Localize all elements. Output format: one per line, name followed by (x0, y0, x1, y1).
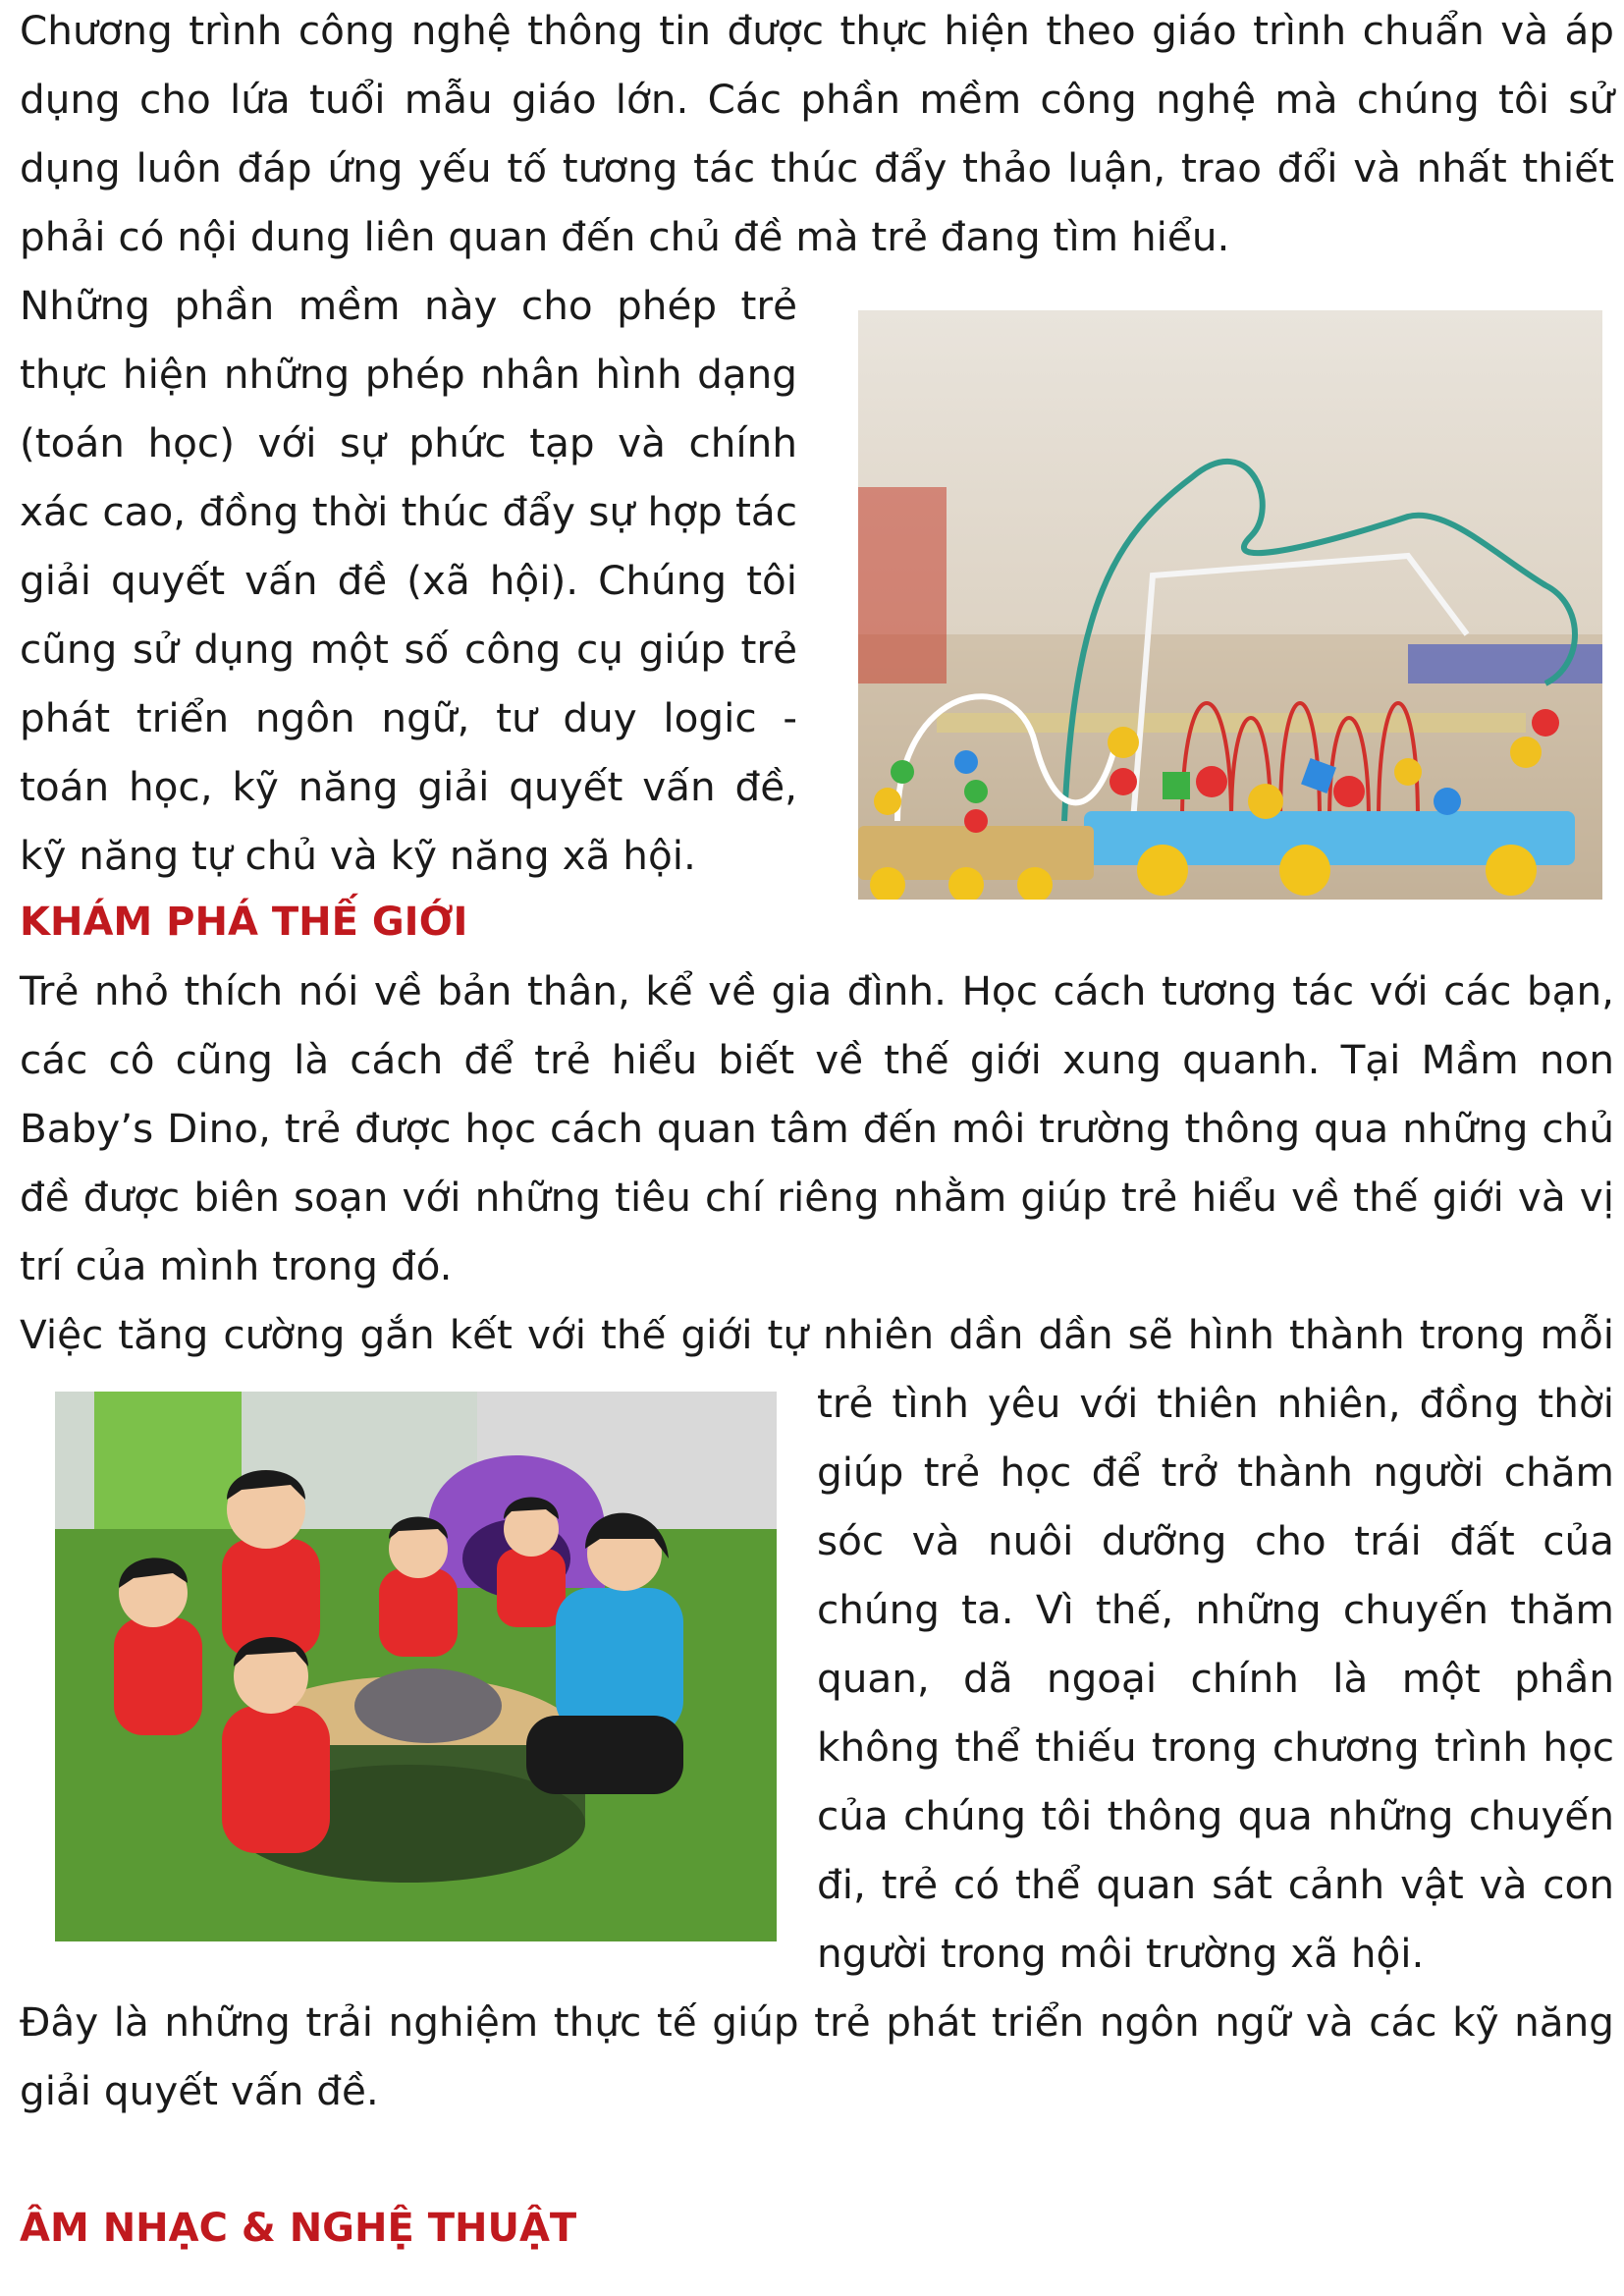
world-paragraph-1: Trẻ nhỏ thích nói về bản thân, kể về gia đình. Học cách tương tác với các bạn, các cô cũng là cách để trẻ hiểu biết về thế giới xung quanh. Tại Mầm non Baby’s Dino, trẻ được học cách quan tâm đến môi trường thông qua những chủ đề được biên soạn với những tiêu chí riêng nhằm giúp trẻ hiểu về thế giới và vị trí của mình trong đó. (20, 967, 1614, 1289)
bead-maze-toy-image (858, 310, 1602, 900)
heading-am-nhac-nghe-thuat: ÂM NHẠC & NGHỆ THUẬT (20, 2206, 577, 2251)
world-paragraph-2-first-line: Việc tăng cường gắn kết với thế giới tự nhiên dần dần sẽ hình thành trong mỗi (20, 1311, 1614, 1358)
software-paragraph: Những phần mềm này cho phép trẻ thực hiện những phép nhân hình dạng (toán học) với sự phức tạp và chính xác cao, đồng thời thúc đẩy sự hợp tác giải quyết vấn đề (xã hội). Chúng tôi cũng sử dụng một số công cụ giúp trẻ phát triển ngôn ngữ, tư duy logic - toán học, kỹ năng giải quyết vấn đề, kỹ năng tự chủ và kỹ năng xã hội. (20, 282, 797, 879)
heading-kham-pha-the-gioi: KHÁM PHÁ THẾ GIỚI (20, 900, 468, 945)
children-with-cat-image (55, 1392, 777, 1941)
world-paragraph-2-continued: trẻ tình yêu với thiên nhiên, đồng thời giúp trẻ học để trở thành người chăm sóc và nuôi dưỡng cho trái đất của chúng ta. Vì thế, những chuyến thăm quan, dã ngoại chính là một phần không thể thiếu trong chương trình học của chúng tôi thông qua những chuyến đi, trẻ có thể quan sát cảnh vật và con người trong môi trường xã hội. (817, 1380, 1614, 1977)
world-paragraph-3: Đây là những trải nghiệm thực tế giúp trẻ phát triển ngôn ngữ và các kỹ năng giải quyết vấn đề. (20, 1998, 1614, 2114)
intro-paragraph: Chương trình công nghệ thông tin được thực hiện theo giáo trình chuẩn và áp dụng cho lứa tuổi mẫu giáo lớn. Các phần mềm công nghệ mà chúng tôi sử dụng luôn đáp ứng yếu tố tương tác thúc đẩy thảo luận, trao đổi và nhất thiết phải có nội dung liên quan đến chủ đề mà trẻ đang tìm hiểu. (20, 7, 1614, 260)
